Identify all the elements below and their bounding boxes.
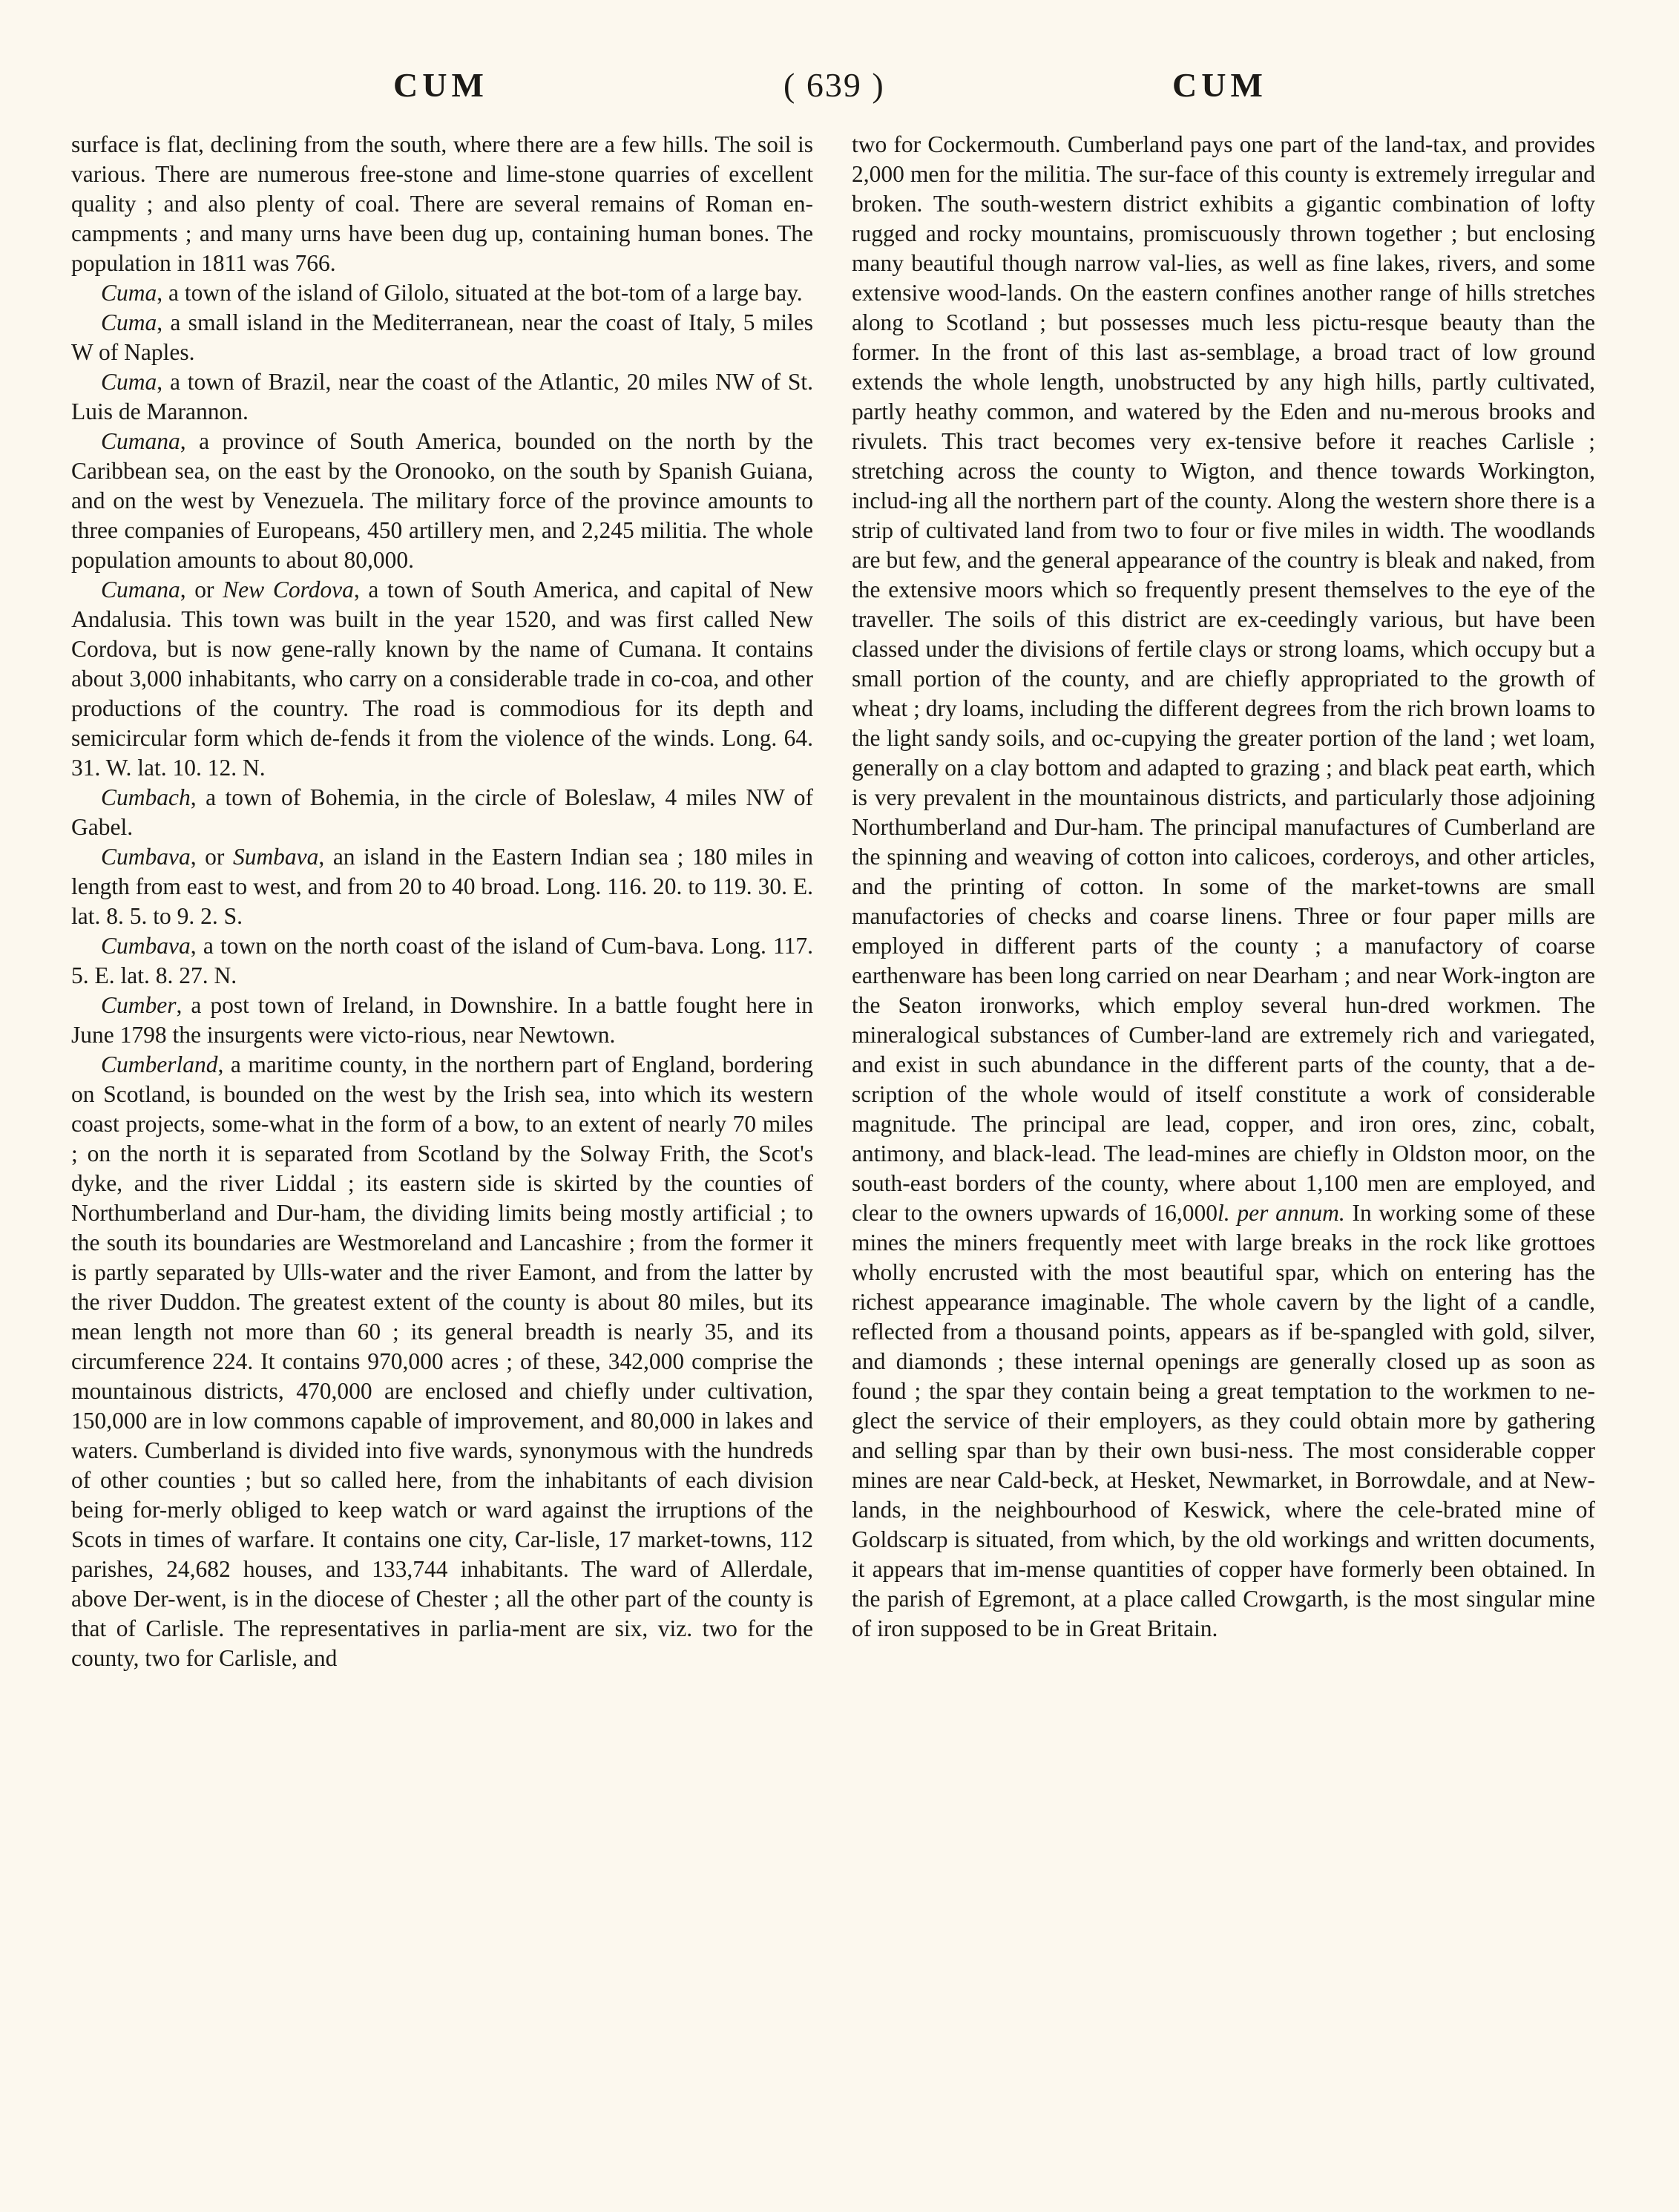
entry-term: Cumana — [101, 428, 180, 454]
entry-paragraph: Cumbava, or Sumbava, an island in the Eastern Indian sea ; 180 miles in length from east to west, and from 20 to 40 broad. Long. 116. 20. to 119. 30. E. lat. 8. 5. to 9. 2. S. — [71, 844, 813, 929]
italic-phrase: l. per annum. — [1218, 1200, 1345, 1226]
entry-paragraph: Cumana, a province of South America, bounded on the north by the Caribbean sea, on the east by the Oronooko, on the south by Spanish Guiana, and on the west by Venezuela. The military force of the province amounts to three companies of Europeans, 450 artillery men, and 2,245 militia. The whole population amounts to about 80,000. — [71, 428, 813, 573]
entry-term: Cumbava — [101, 933, 191, 959]
entry-paragraph: Cumbava, a town on the north coast of the island of Cum-bava. Long. 117. 5. E. lat. 8. 27. N. — [71, 933, 813, 988]
entry-paragraph: Cumana, or New Cordova, a town of South America, and capital of New Andalusia. This town was built in the year 1520, and was first called New Cordova, but is now gene-rally known by the name of Cumana. It contains about 3,000 inhabitants, who carry on a considerable trade in co-coa, and other productions of the country. The road is commodious for its depth and semicircular form which de-fends it from the violence of the winds. Long. 64. 31. W. lat. 10. 12. N. — [71, 577, 813, 781]
running-head-right: CUM — [1172, 66, 1267, 104]
right-column — [852, 130, 1595, 1644]
entry-term-alt: Sumbava — [232, 844, 319, 870]
entry-paragraph: Cuma, a town of the island of Gilolo, situated at the bot-tom of a large bay. — [101, 280, 803, 306]
entry-term: Cumbava — [101, 844, 191, 870]
entry-paragraph: two for Cockermouth. Cumberland pays one part of the land-tax, and provides 2,000 men for the militia. The sur-face of this county is extremely irregular and broken. The south-western district exhibits a gigantic combination of lofty rugged and rocky mountains, promiscuously thrown together ; but enclosing many beautiful though narrow val-lies, as well as fine lakes, rivers, and some extensive wood-lands. On the eastern confines another range of hills stretches along to Scotland ; but possesses much less pictu-resque beauty than the former. In the front of this last as-semblage, a broad tract of low ground extends the whole length, unobstructed by any high hills, partly cultivated, partly heathy common, and watered by the Eden and nu-merous brooks and rivulets. This tract becomes very ex-tensive before it reaches Carlisle ; stretching across the county to Wigton, and thence towards Workington, includ-ing all the northern part of the county. Along the western shore there is a strip of cultivated land from two to four or five miles in width. The woodlands are but few, and the general appearance of the country is bleak and naked, from the extensive moors which so frequently present themselves to the eye of the traveller. The soils of this district are ex-ceedingly various, but have been classed under the divisions of fertile clays or strong loams, which occupy but a small portion of the county, and are chiefly appropriated to the growth of wheat ; dry loams, including the different degrees from the rich brown loams to the light sandy soils, and oc-cupying the greater portion of the land ; wet loam, generally on a clay bottom and adapted to grazing ; and black peat earth, which is very prevalent in the mountainous districts, and particularly those adjoining Northumberland and Dur-ham. The principal manufactures of Cumberland are the spinning and weaving of cotton into calicoes, corderoys, and other articles, and the printing of cotton. In some of the market-towns are small manufactories of checks and coarse linens. Three or four paper mills are employed in different parts of the county ; a manufactory of coarse earthenware has been long carried on near Dearham ; and near Work-ington are the Seaton ironworks, which employ several hun-dred workmen. The mineralogical substances of Cumber-land are extremely rich and variegated, and exist in such abundance in the different parts of the county, that a de-scription of the whole would of itself constitute a work of considerable magnitude. The principal are lead, copper, and iron ores, zinc, cobalt, antimony, and black-lead. The lead-mines are chiefly in Oldston moor, on the south-east borders of the county, where about 1,100 men are employed, and clear to the owners upwards of 16,000l. per annum. In working some of these mines the miners frequently meet with large breaks in the rock like grottoes wholly encrusted with the most beautiful spar, which on entering has the richest appearance imaginable. The whole cavern by the light of a candle, reflected from a thousand points, appears as if be-spangled with gold, silver, and diamonds ; these internal openings are generally closed up as soon as found ; the spar they contain being a great temptation to the workmen to ne-glect the service of their employers, as they could obtain more by gathering and selling spar than by their own busi-ness. The most considerable copper mines are near Cald-beck, at Hesket, Newmarket, in Borrowdale, and at New-lands, in the neighbourhood of Keswick, where the cele-brated mine of Goldscarp is situated, from which, by the old workings and written documents, it appears that im-mense quantities of copper have formerly been obtained. In the parish of Egremont, at a place called Crowgarth, is the most singular mine of iron supposed to be in Great Britain. — [852, 131, 1595, 1641]
entry-term: Cumana — [101, 577, 180, 603]
entry-term: Cuma — [101, 369, 157, 395]
page-number: ( 639 ) — [783, 66, 885, 104]
entry-paragraph: Cumber, a post town of Ireland, in Downshire. In a battle fought here in June 1798 the insurgents were victo-rious, near Newtown. — [71, 992, 813, 1048]
entry-paragraph: Cuma, a small island in the Mediterranean, near the coast of Italy, 5 miles W of Naples. — [71, 309, 813, 365]
left-column — [71, 130, 813, 1673]
entry-paragraph: surface is flat, declining from the south, where there are a few hills. The soil is various. There are numerous free-stone and lime-stone quarries of excellent quality ; and also plenty of coal. There are several remains of Roman en-campments ; and many urns have been dug up, containing human bones. The population in 1811 was 766. — [71, 131, 813, 276]
entry-paragraph: Cumbach, a town of Bohemia, in the circle of Boleslaw, 4 miles NW of Gabel. — [71, 784, 813, 840]
running-head-left: CUM — [393, 66, 488, 104]
entry-term: Cuma — [101, 309, 157, 335]
entry-paragraph: Cuma, a town of Brazil, near the coast of the Atlantic, 20 miles NW of St. Luis de Marannon. — [71, 369, 813, 424]
entry-term: Cumber — [101, 992, 177, 1018]
entry-term: Cumbach — [101, 784, 191, 810]
entry-term: Cumberland — [101, 1051, 218, 1077]
entry-term-alt: New Cordova — [223, 577, 354, 603]
entry-term: Cuma — [101, 280, 157, 306]
entry-paragraph: Cumberland, a maritime county, in the northern part of England, bordering on Scotland, is bounded on the west by the Irish sea, into which its western coast projects, some-what in the form of a bow, to an extent of nearly 70 miles ; on the north it is separated from Scotland by the Solway Frith, the Scot's dyke, and the river Liddal ; its eastern side is skirted by the counties of Northumberland and Dur-ham, the dividing limits being mostly artificial ; to the south its boundaries are Westmoreland and Lancashire ; from the former it is partly separated by Ulls-water and the river Eamont, and from the latter by the river Duddon. The greatest extent of the county is about 80 miles, but its mean length not more than 60 ; its general breadth is nearly 35, and its circumference 224. It contains 970,000 acres ; of these, 342,000 comprise the mountainous districts, 470,000 are enclosed and chiefly under cultivation, 150,000 are in low commons capable of improvement, and 80,000 in lakes and waters. Cumberland is divided into five wards, synonymous with the hundreds of other counties ; but so called here, from the inhabitants of each division being for-merly obliged to keep watch or ward against the irruptions of the Scots in times of warfare. It contains one city, Car-lisle, 17 market-towns, 112 parishes, 24,682 houses, and 133,744 inhabitants. The ward of Allerdale, above Der-went, is in the diocese of Chester ; all the other part of the county is that of Carlisle. The representatives in parlia-ment are six, viz. two for the county, two for Carlisle, and — [71, 1051, 813, 1671]
page-header — [0, 65, 1679, 117]
